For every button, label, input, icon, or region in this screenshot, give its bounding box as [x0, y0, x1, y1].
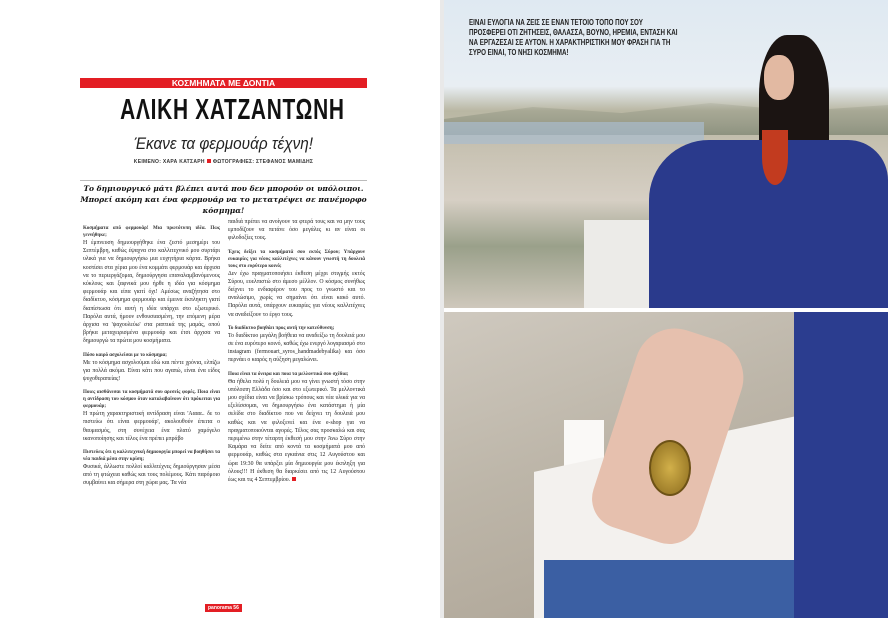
page-folio: panorama 56	[205, 604, 242, 612]
necklace	[762, 130, 788, 185]
photo-quote: ΕΙΝΑΙ ΕΥΛΟΓΙΑ ΝΑ ΖΕΙΣ ΣΕ ΕΝΑΝ ΤΕΤΟΙΟ ΤΟΠΟ ΠΟΥ ΣΟΥ ΠΡΟΣΦΕΡΕΙ ΟΤΙ ΖΗΤΗΣΕΙΣ, ΘΑΛΑΣΣΑ, ΒΟΥΝΟ, ΗΡΕΜΙΑ, ΕΝΤΑΣΗ ΚΑΙ ΝΑ ΕΡΓΑΖΕΣΑΙ ΣΕ ΑΥΤΟΝ. Η ΧΑΡΑΚΤΗΡΙΣΤΙΚΗ ΜΟΥ ΦΡΑΣΗ ΓΙΑ ΤΗ ΣΥΡΟ ΕΙΝΑΙ, ΤΟ ΝΗΣΙ ΚΟΣΜΗΜΑ!	[469, 18, 678, 57]
interview-question: Το διαδίκτυο βοηθάει προς αυτή την κατεύθυνση;	[228, 325, 335, 331]
left-page	[0, 0, 440, 618]
section-kicker: ΚΟΣΜΗΜΑΤΑ ΜΕ ΔΟΝΤΙΑ	[80, 78, 367, 88]
article-intro: Το δημιουργικό μάτι βλέπει αυτά που δεν μπορούν οι υπόλοιποι. Μπορεί ακόμη και ένα φερμουάρ να το μετατρέψει σε πανέμορφο κόσμημα!	[80, 184, 367, 215]
sea	[444, 122, 704, 144]
article-subtitle: Έκανε τα φερμουάρ τέχνη!	[133, 134, 314, 153]
interview-question: Πόσο καιρό ασχολείσαι με το κόσμημα;	[83, 352, 167, 358]
credits	[80, 159, 367, 166]
blue-dress-detail	[794, 312, 888, 618]
article-title: ΑΛΙΚΗ ΧΑΤΖΑΝΤΩΝΗ	[120, 94, 345, 126]
interview-question: Έχεις δείξει τα κοσμήματά σου εκτός Σύρου; Υπάρχουν ευκαιρίες για νέους καλλιτέχνες να κάνουν γνωστή τη δουλειά τους στο ευρύτερο κοινό;	[228, 249, 365, 269]
interview-answer: Με το κόσμημα ασχολούμαι εδώ και πέντε χρόνια, ελπίζω για πολλά ακόμα. Είναι κάτι που αγαπώ, είναι ένα είδος ψυχοθεραπείας!	[83, 359, 220, 383]
interview-question: Κοσμήματα από φερμουάρ! Μια πρωτότυπη ιδέα. Πως γεννήθηκε;	[83, 226, 220, 238]
text-column-2	[228, 218, 365, 484]
interview-question: Ποια είναι τα όνειρα και ποια τα μελλοντικά σου σχέδια;	[228, 371, 349, 377]
divider	[80, 180, 367, 181]
interview-answer: παιδιά πρέπει να ανοίγουν τα φτερά τους και να μην τους εμποδίζουν να πετάνε όσο μεγάλες κι αν είναι οι φιλοδοξίες τους.	[228, 219, 365, 242]
portrait-photo	[444, 0, 888, 308]
interview-answer: Θα ήθελα πολύ η δουλειά μου να γίνει γνωστή τόσο στην υπόλοιπη Ελλάδα όσο και στο εξωτερικό. Τα μελλοντικά μου σχέδια είναι να βρίσκω τρόπους και νέα υλικά για να εξελίσσομαι, να δημιουργήσω ένα κατάστημα ή μία σελίδα στο διαδίκτυο που να δείχνει τη δουλειά μου καθώς και να φιλοξενεί και ένα e-shop για να πραγματοποιούνται αγορές. Τέλος σας προσκαλώ και σας περιμένω στην τέταρτη έκθεσή μου στην Άνω Σύρο στην Καμάρα να δείτε από κοντά τα κοσμήματά μου από φερμουάρ, καθώς στα εγκαίνια στις 12 Αυγούστου και ώρα 19:30 θα υπάρξει μία δημιουργία μου έκπληξη για όλους!!! Η έκθεση θα διαρκέσει από τις 12 Αυγούστου έως και τις 4 Σεπτεμβρίου.	[228, 378, 365, 484]
interview-answer: Δεν έχω πραγματοποιήσει έκθεση μέχρι στιγμής εκτός Σύρου, ευελπιστώ στο άμεσο μέλλον. Ο κόσμος συνήθως δείχνει το ενδιαφέρον του προς το γνωστό και το αναλώσιμο, χωρίς να σημαίνει ότι είναι κακό αυτό. Παρόλα αυτά, υπάρχουν ευκαιρίες για νέους καλλιτέχνες να αναδείξουν το έργο τους.	[228, 270, 365, 318]
interview-question: Πιστεύεις ότι η καλλιτεχνική δημιουργία μπορεί να βοηθήσει τα νέα παιδιά μέσα στην κρίση;	[83, 450, 220, 463]
text-column-1	[83, 225, 220, 488]
interview-answer: Το διαδίκτυο μεγάλη βοήθεια να αναδείξω τη δουλειά μου σε ένα ευρύτερο κοινό, καθώς έχω ενεργό λογαριασμό στο instagram (fermouart_syros_handmadebyalika) και όσο περνάει ο καιρός η αύξηση μεγαλώνει.	[228, 332, 365, 364]
interview-question: Ποιες αισθάνεσαι τα κοσμήματά σου αρεσείς φορές. Ποια είναι η αντίδραση του κόσμου όταν καταλαβαίνουν ότι πρόκειται για φερμουάρ;	[83, 390, 220, 410]
interview-answer: Φυσικά, άλλωστε πολλοί καλλιτέχνες δημιούργησαν μέσα από τη φτώχεια καθώς και τους πολέμους. Κάτι παρόμοιο συμβαίνει και σήμερα στη χώρα μας. Τα νέα	[83, 464, 220, 487]
interview-answer: Η έμπνευση δημιουργήθηκε ένα ζεστό μεσημέρι του Σεπτέμβρη, καθώς έψαχνα στο καλλιτεχνικό μου συρτάρι υλικά για να δημιουργήσω μια ευχητήρια κάρτα. Βρήκα κοστίσει στα χέρια μου ένα κομμάτι φερμουάρ και άρχισα να το περιεργάζομαι, δημιούργησα επαναλαμβανόμενους κύκλους και ξαφνικά μου ήρθε η ιδέα για κόσμημα φερμουάρ και είπα γιατί όχι! Αμέσως αναζήτησα στο διαδίκτυο, κόσμημα φερμουάρ και έμεινα έκπληκτη γιατί διαπίστωσα ότι αυτή η ιδέα υπάρχει στο εξωτερικό. Παρόλα αυτά, ήμουν ενθουσιασμένη, την επόμενη μέρα άρχισα να 'ψαχουλεύω' στα ραπτικά της μαμάς, οπού βρήκα μεταχειρισμένα φερμουάρ και έτσι άρχισα να δημιουργώ τα πρώτα μου κοσμήματα.	[83, 240, 220, 345]
blue-wall	[544, 560, 804, 618]
separator-square-icon	[207, 159, 211, 163]
interview-answer: Η πρώτη χαρακτηριστική αντίδραση είναι 'Αααα.. δε το πιστεύω ότι είναι φερμουάρ', ακολουθούν έπειτα ο θαυμασμός, στη συνέχεια ένα πλατύ χαμόγελο ικανοποίησης και τέλος ένα πρέπει μπράβο	[83, 411, 220, 442]
face	[764, 55, 794, 100]
credit-text: ΚΕΙΜΕΝΟ: ΧΑΡΑ ΚΑΤΣΑΡΗ	[133, 159, 205, 165]
zipper-ring	[649, 440, 691, 496]
credit-photos: ΦΩΤΟΓΡΑΦΙΕΣ: ΣΤΕΦΑΝΟΣ ΜΑΜΙΔΗΣ	[212, 159, 314, 165]
end-mark-icon	[292, 477, 296, 481]
right-page	[444, 0, 888, 618]
